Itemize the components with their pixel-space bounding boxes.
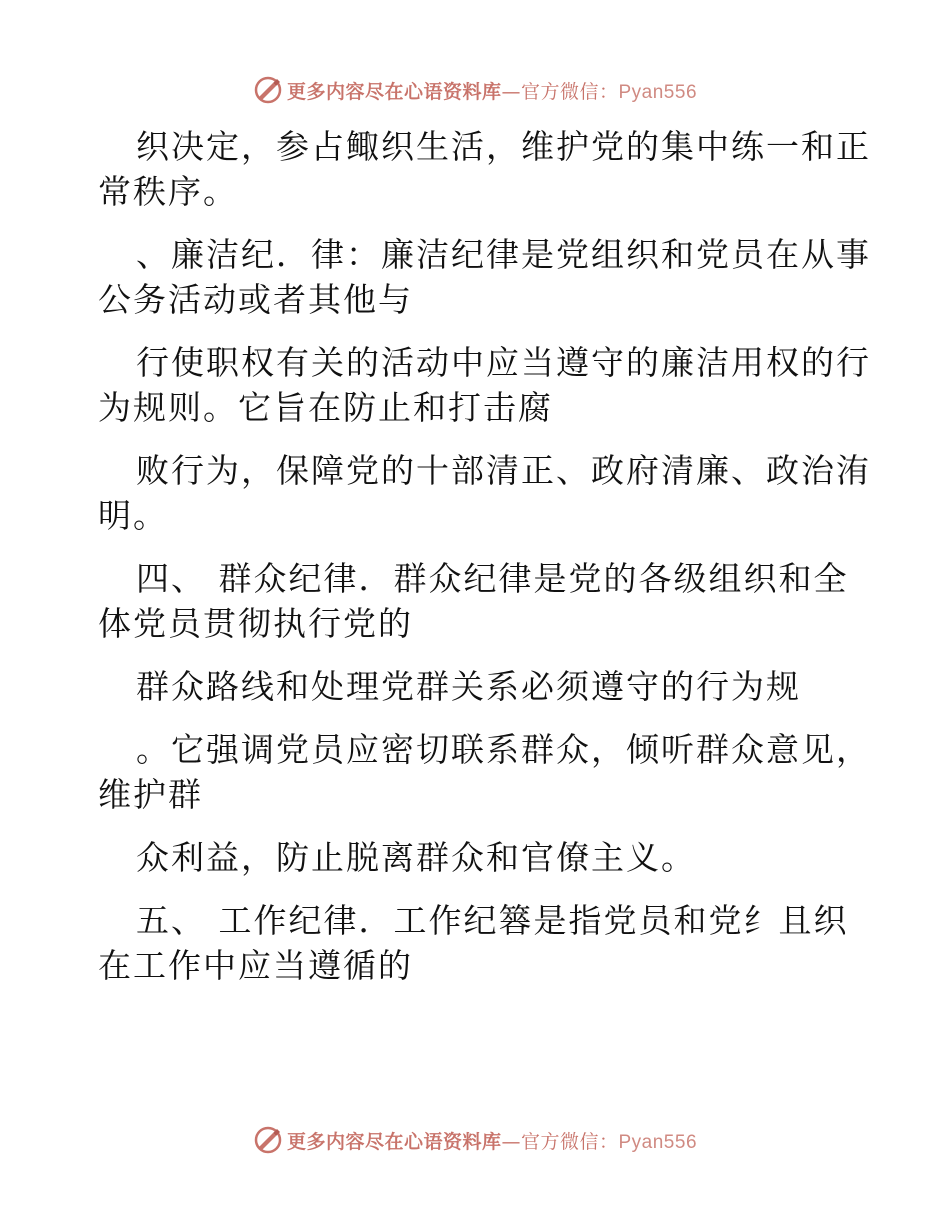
body-line: 体党员贯彻执行党的: [98, 604, 413, 643]
pen-logo-icon: [253, 1125, 283, 1155]
footer-wechat-label: 官方微信：: [520, 1130, 619, 1153]
header-main-text: 更多内容尽在心语资料库: [286, 80, 502, 103]
document-body: [98, 124, 871, 988]
body-line: 常秩序。: [98, 172, 238, 211]
body-line: 公务活动或者其他与: [98, 280, 413, 319]
body-line: 四、 群众纪律．群众纪律是党的各级组织和全: [136, 559, 849, 598]
body-line: 、廉洁纪．律：廉洁纪律是党组织和党员在从事: [136, 235, 871, 274]
footer-banner: [0, 1120, 950, 1160]
header-wechat-id: Pyan556: [618, 81, 698, 103]
body-line: 维护群: [98, 775, 203, 814]
header-text: [287, 77, 697, 104]
footer-text: [287, 1127, 697, 1154]
body-line: 在工作中应当遵循的: [98, 946, 413, 985]
header-banner: [0, 70, 950, 110]
body-line: 。它强调党员应密切联系群众，倾听群众意见，: [136, 730, 871, 769]
pen-logo-icon: [253, 75, 283, 105]
body-line: 织决定，参占鲰织生活，维护党的集中练一和正: [136, 127, 871, 166]
body-line: 群众路线和处理党群关系必须遵守的行为规: [136, 667, 801, 706]
body-line: 五、 工作纪律．工作纪簭是指党员和党纟且织: [136, 901, 849, 940]
footer-wechat-id: Pyan556: [618, 1131, 698, 1153]
header-wechat-label: 官方微信：: [520, 80, 619, 103]
body-line: 明。: [98, 496, 168, 535]
body-line: 败行为，保障党的十部清正、政府清廉、政治洧: [136, 451, 871, 490]
body-line: 为规则。它旨在防止和打击腐: [98, 388, 553, 427]
footer-main-text: 更多内容尽在心语资料库: [286, 1130, 502, 1153]
body-line: 众利益，防止脱离群众和官僚主义。: [136, 838, 696, 877]
footer-dash: —: [501, 1130, 521, 1153]
header-dash: —: [501, 80, 521, 103]
body-line: 行使职权有关的活动中应当遵守的廉洁用权的行: [136, 343, 871, 382]
